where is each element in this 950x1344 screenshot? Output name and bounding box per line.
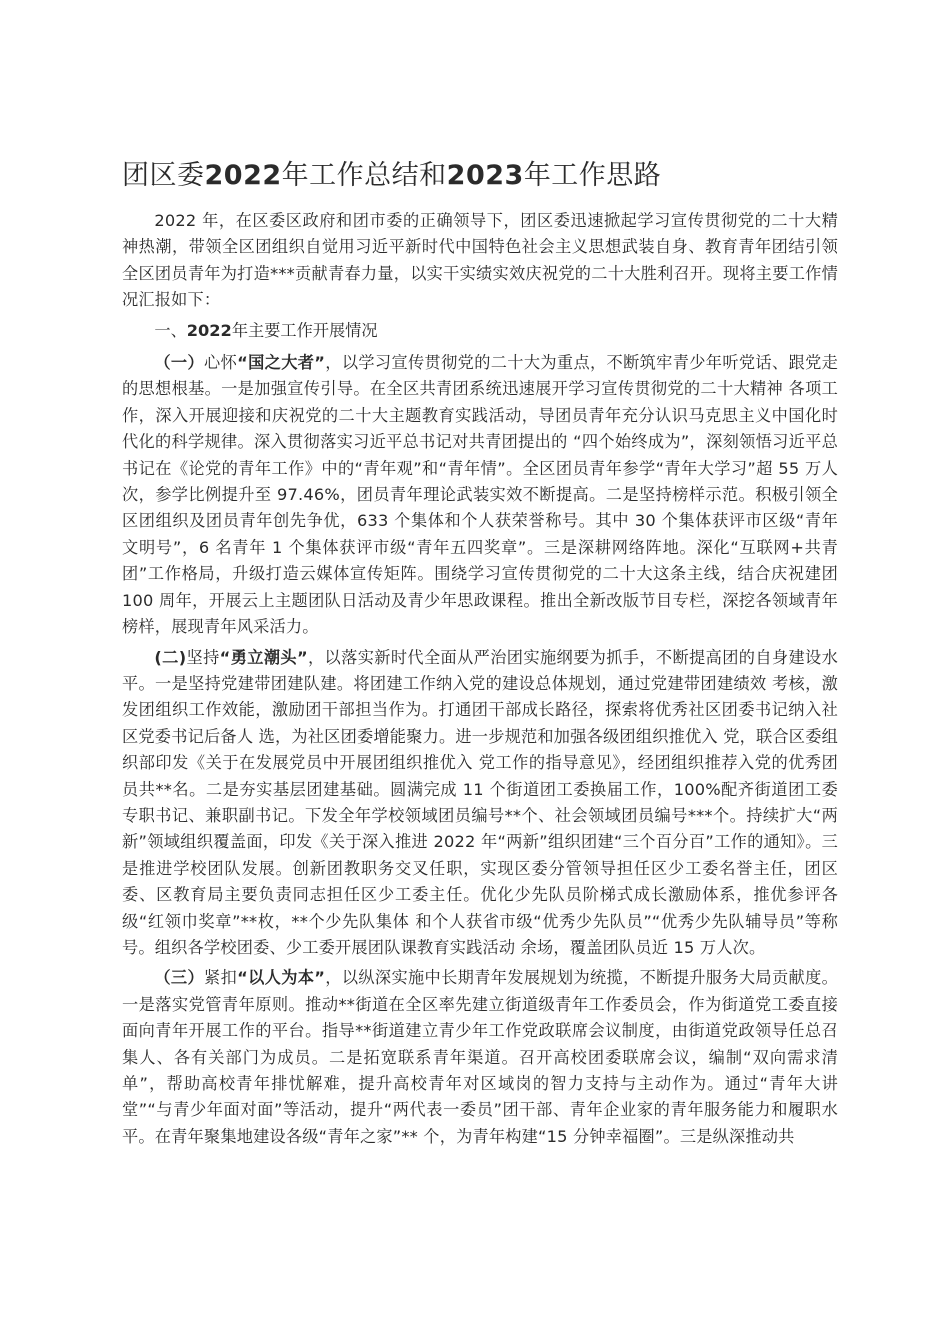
paragraph-2-body: ，以落实新时代全面从严治团实施纲要为抓手，不断提高团的自身建设水平。一是坚持党建带团建队建。将团建工作纳入党的建设总体规划，通过党建带团建绩效 考核，激发团组织工作效能，激励团干部担当作为。打通团干部成长路径，探索将优秀社区团委书记纳入社区党委书记后备人 选，为社区团委增能聚力。进一步规范和加强各级团组织推优入 党，联合区委组织部印发《关于在发展党员中开展团组织推优入 党工作的指导意见》，经团组织推荐入党的优秀团员共**名。二是夯实基层团建基础。圆满完成 11 个街道团工委换届工作，100%配齐街道团工委专职书记、兼职副书记。下发全年学校领域团员编号**个、社会领域团员编号***个。持续扩大“两新”领域组织覆盖面，印发《关于深入推进 2022 年“两新”组织团建“三个百分百”工作的通知》。三是推进学校团队发展。创新团教职务交叉任职，实现区委分管领导担任区少工委名誉主任，团区委、区教育局主要负责同志担任区少工委主任。优化少先队员阶梯式成长激励体系，推优参评各级“红领巾奖章”**枚，**个少先队集体 和个人获省市级“优秀少先队员”“优秀少先队辅导员”等称号。组织各学校团委、少工委开展团队课教育实践活动 余场，覆盖团队员近 15 万人次。: [122, 647, 838, 957]
section-heading-suffix: 年主要工作开展情况: [231, 320, 378, 340]
paragraph-3-body: ，以纵深实施中长期青年发展规划为统揽，不断提升服务大局贡献度。一是落实党管青年原则。推动**街道在全区率先建立街道级青年工作委员会，作为街道党工委直接面向青年开展工作的平台。指导**街道建立青少年工作党政联席会议制度，由街道党政领导任总召集人、各有关部门为成员。二是拓宽联系青年渠道。召开高校团委联席会议，编制“双向需求清单”，帮助高校青年排忧解难，提升高校青年对区域岗的智力支持与主动作为。通过“青年大讲堂”“与青少年面对面”等活动，提升“两代表一委员”团干部、青年企业家的青年服务能力和履职水平。在青年聚集地建设各级“青年之家”** 个，为青年构建“15 分钟幸福圈”。三是纵深推动共: [122, 968, 838, 1146]
section-heading-year: 2022: [186, 320, 232, 340]
title-year-2022: 2022: [204, 160, 282, 191]
title-mid: 年工作总结和: [281, 160, 447, 191]
paragraph-1-head-a: 心怀: [204, 353, 238, 373]
paragraph-2-head-b: “勇立潮头”: [219, 647, 308, 667]
section-heading-1: [122, 318, 838, 344]
paragraph-1-head-b: “国之大者”: [237, 353, 326, 373]
title-suffix: 年工作思路: [523, 160, 662, 191]
paragraph-1-label: （一）: [154, 353, 205, 373]
section-heading-prefix: 一、: [154, 320, 187, 340]
intro-paragraph: 2022 年，在区委区政府和团市委的正确领导下，团区委迅速掀起学习宣传贯彻党的二十大精神热潮，带领全区团组织自觉用习近平新时代中国特色社会主义思想武装自身、教育青年团结引领全区团员青年为打造***贡献青春力量，以实干实绩实效庆祝党的二十大胜利召开。现将主要工作情况汇报如下：: [122, 211, 838, 310]
document-title: [122, 158, 838, 194]
paragraph-3-head-b: “以人为本”: [237, 968, 326, 988]
paragraph-2-head-a: 坚持: [186, 647, 220, 667]
title-year-2023: 2023: [446, 160, 524, 191]
paragraph-1-body: ，以学习宣传贯彻党的二十大为重点，不断筑牢青少年听党话、跟党走的思想根基。一是加强宣传引导。在全区共青团系统迅速展开学习宣传贯彻党的二十大精神 各项工作，深入开展迎接和庆祝党的二十大主题教育实践活动，导团员青年充分认识马克思主义中国化时代化的科学规律。深入贯彻落实习近平总书记对共青团提出的 “四个始终成为”，深刻领悟习近平总书记在《论党的青年工作》中的“青年观”和“青年情”。全区团员青年参学“青年大学习”超 55 万人次，参学比例提升至 97.46%，团员青年理论武装实效不断提高。二是坚持榜样示范。积极引领全区团组织及团员青年创先争优，633 个集体和个人获荣誉称号。其中 30 个集体获评市区级“青年文明号”，6 名青年 1 个集体获评市级“青年五四奖章”。三是深耕网络阵地。深化“互联网+共青团”工作格局，升级打造云媒体宣传矩阵。围绕学习宣传贯彻党的二十大这条主线，结合庆祝建团 100 周年，开展云上主题团队日活动及青少年思政课程。推出全新改版节目专栏，深挖各领域青年榜样，展现青年风采活力。: [122, 353, 838, 637]
paragraph-2-label: (二): [154, 647, 187, 667]
paragraph-3-label: （三）: [154, 968, 205, 988]
paragraph-2: [122, 645, 838, 962]
paragraph-3-head-a: 紧扣: [204, 968, 238, 988]
title-prefix: 团区委: [122, 160, 205, 191]
paragraph-3: [122, 965, 838, 1150]
paragraph-1: [122, 350, 838, 640]
